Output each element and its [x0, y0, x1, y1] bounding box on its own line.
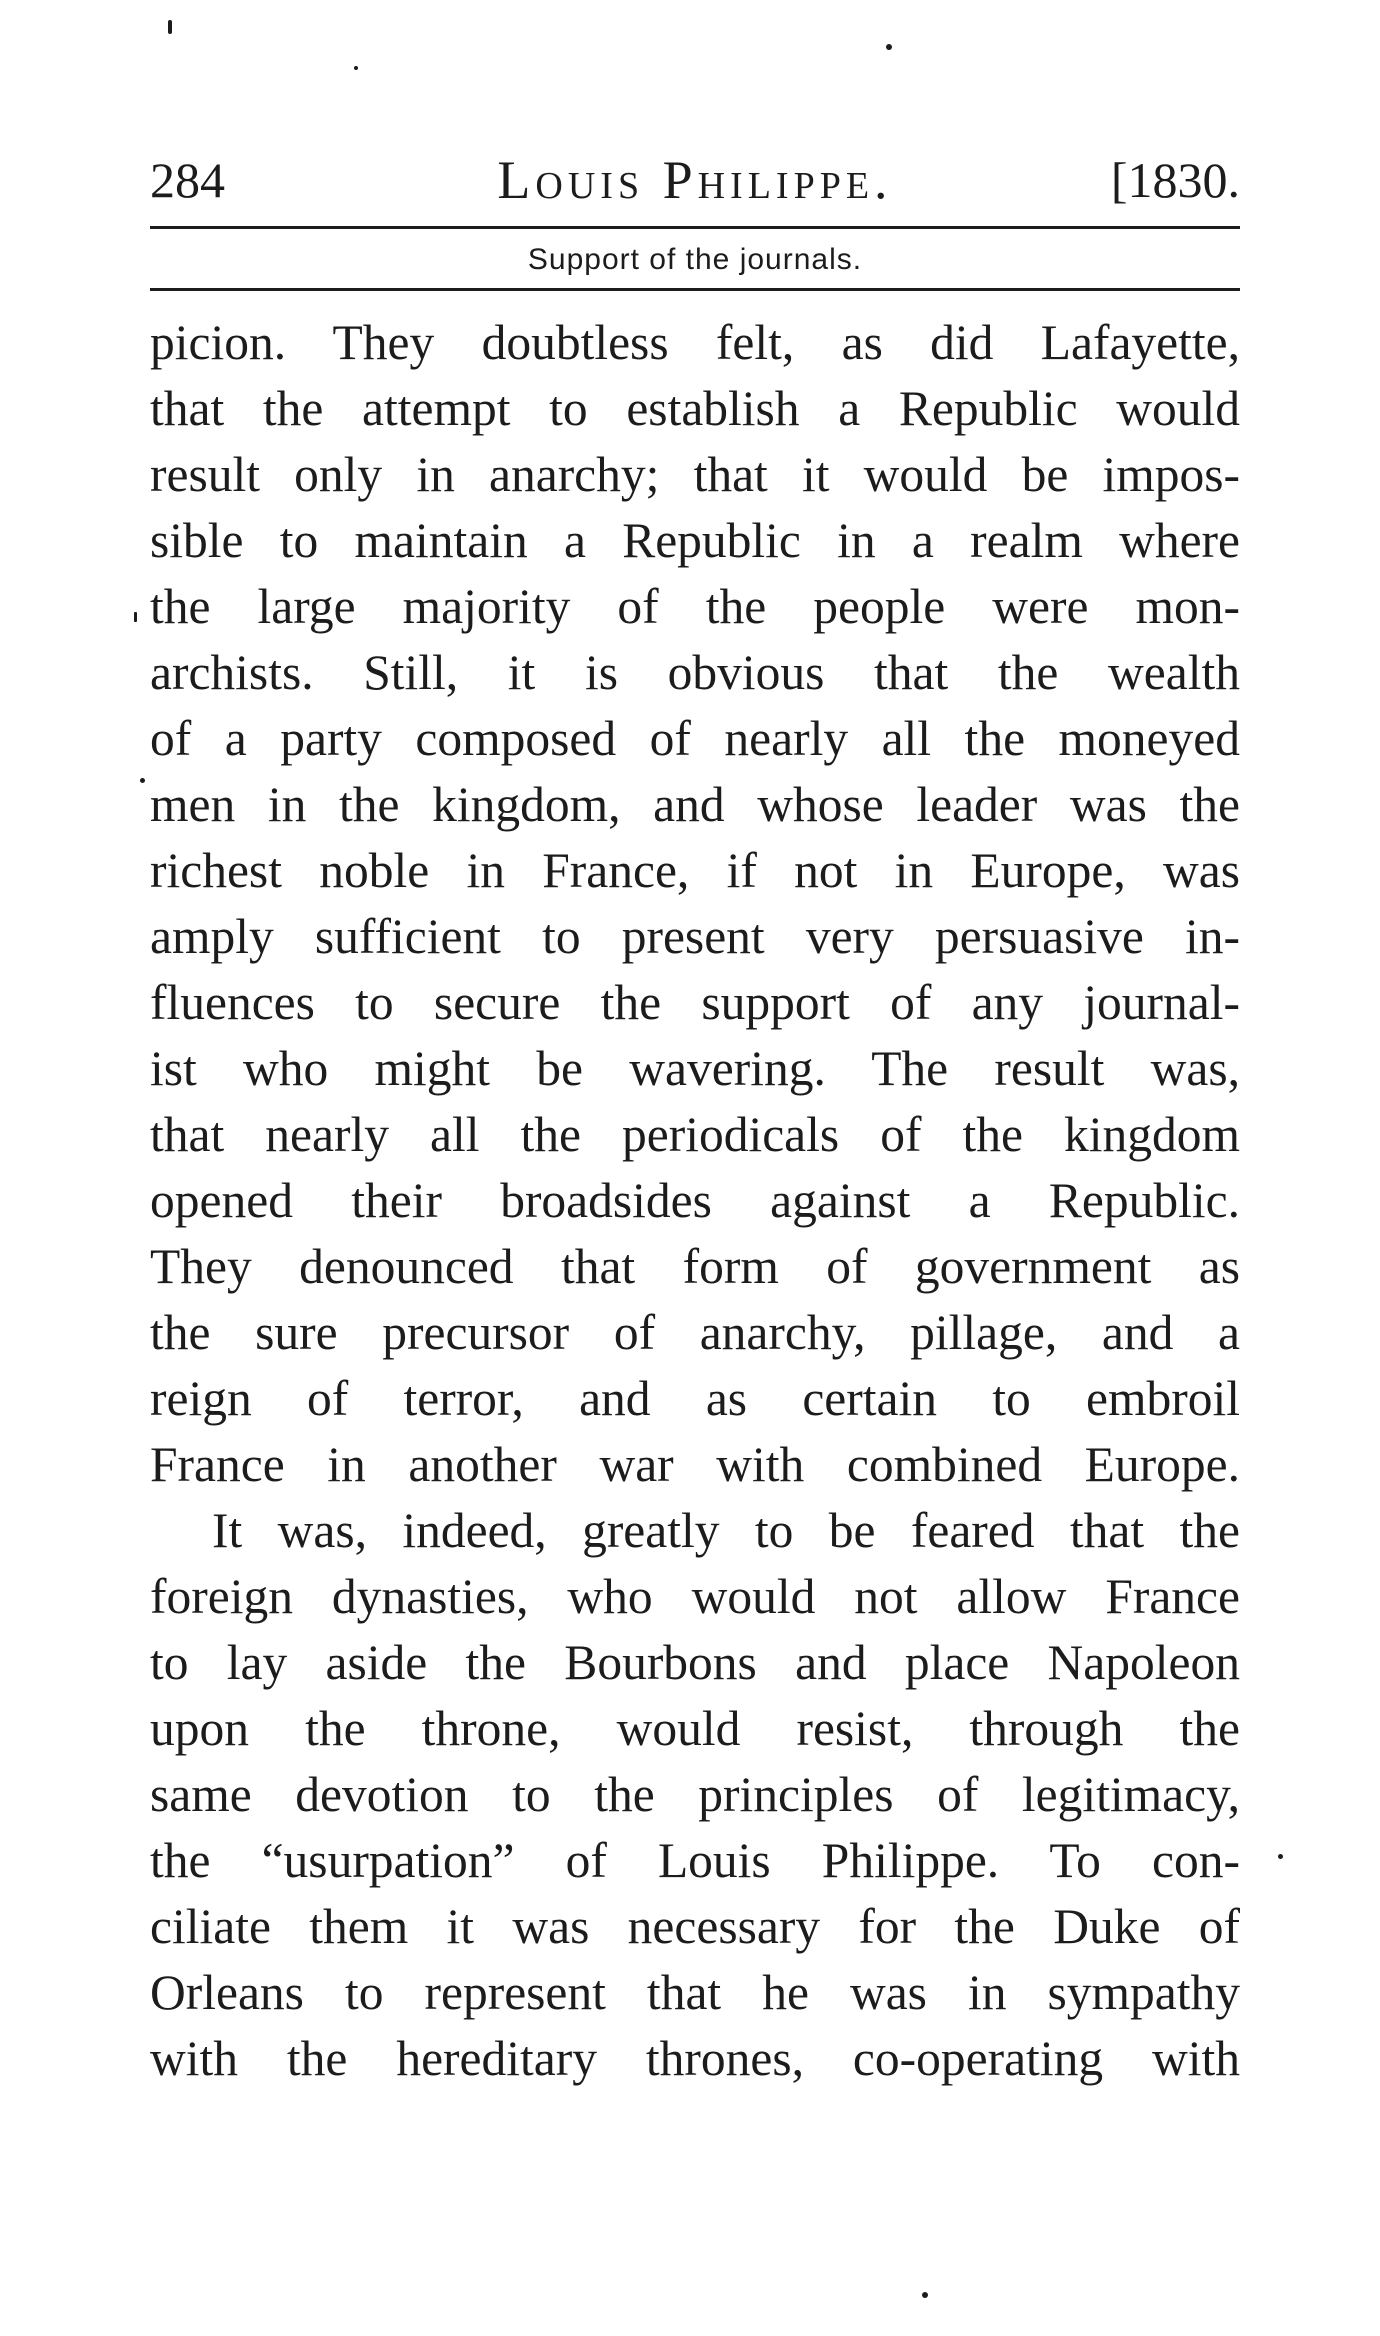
text-line: picion. They doubtless felt, as did Lafayette, [150, 315, 1240, 370]
text-line: ciliate them it was necessary for the Duke of [150, 1899, 1240, 1954]
running-header [150, 148, 1240, 212]
text-line: foreign dynasties, who would not allow France [150, 1569, 1240, 1624]
text-line: of a party composed of nearly all the moneyed [150, 711, 1240, 766]
text-line: richest noble in France, if not in Europe, was [150, 843, 1240, 898]
text-line: men in the kingdom, and whose leader was the [150, 777, 1240, 832]
running-title: Louis Philippe. [497, 150, 893, 210]
text-line: Orleans to represent that he was in sympathy [150, 1965, 1240, 2020]
text-line: result only in anarchy; that it would be impos- [150, 447, 1240, 502]
text-line: same devotion to the principles of legitimacy, [150, 1767, 1240, 1822]
text-line: with the hereditary thrones, co-operating with [150, 2031, 1240, 2086]
text-line: the “usurpation” of Louis Philippe. To con- [150, 1833, 1240, 1888]
header-rule-bottom [150, 288, 1240, 291]
text-line: ist who might be wavering. The result was, [150, 1041, 1240, 1096]
year-marker: [1830. [1110, 152, 1240, 208]
text-line: the sure precursor of anarchy, pillage, and a [150, 1305, 1240, 1360]
text-line: It was, indeed, greatly to be feared that the [212, 1503, 1240, 1558]
text-line: that the attempt to establish a Republic would [150, 381, 1240, 436]
text-line: France in another war with combined Europe. [150, 1437, 1240, 1492]
text-line: They denounced that form of government as [150, 1239, 1240, 1294]
section-subtitle: Support of the journals. [527, 243, 863, 276]
text-line: sible to maintain a Republic in a realm where [150, 513, 1240, 568]
text-line: archists. Still, it is obvious that the wealth [150, 645, 1240, 700]
text-line: to lay aside the Bourbons and place Napoleon [150, 1635, 1240, 1690]
text-line: amply sufficient to present very persuasive in- [150, 909, 1240, 964]
scan-speck [922, 2292, 928, 2298]
body-text [150, 310, 1240, 2092]
text-line: upon the throne, would resist, through the [150, 1701, 1240, 1756]
text-line: reign of terror, and as certain to embroil [150, 1371, 1240, 1426]
scan-speck [140, 778, 145, 783]
scan-speck [134, 612, 137, 622]
scan-speck [886, 44, 892, 50]
scan-speck [354, 66, 358, 70]
text-line: that nearly all the periodicals of the kingdom [150, 1107, 1240, 1162]
scan-speck [168, 20, 172, 34]
text-line: opened their broadsides against a Republic. [150, 1173, 1240, 1228]
page-number: 284 [150, 152, 225, 208]
text-line: fluences to secure the support of any journal- [150, 975, 1240, 1030]
text-line: the large majority of the people were mon- [150, 579, 1240, 634]
header-rule-top [150, 226, 1240, 229]
scan-speck [1278, 1854, 1283, 1859]
